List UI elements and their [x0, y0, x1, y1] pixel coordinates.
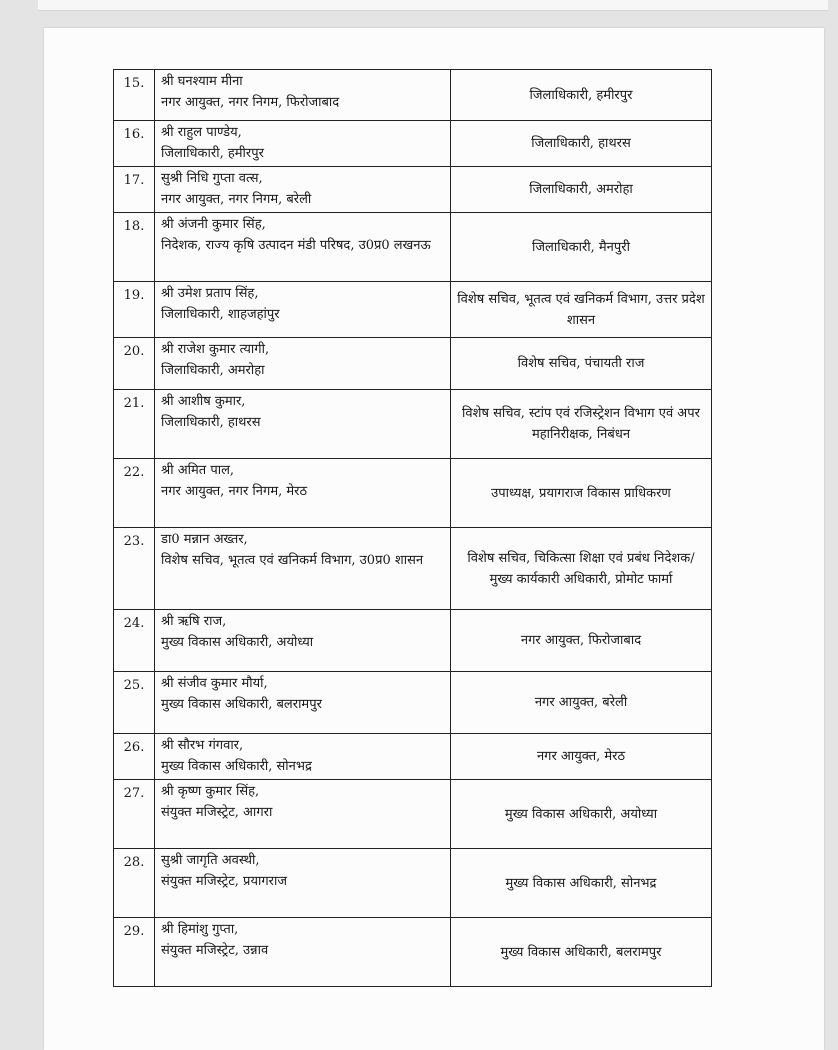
new-post: नगर आयुक्त, बरेली	[451, 672, 712, 734]
officer-name: सुश्री जागृति अवस्थी,	[161, 853, 260, 868]
officer-name: सुश्री निधि गुप्ता वत्स,	[161, 171, 263, 186]
new-post: जिलाधिकारी, अमरोहा	[451, 167, 712, 213]
officer-cell	[155, 734, 451, 780]
serial-number: 27.	[114, 780, 155, 849]
serial-number: 18.	[114, 213, 155, 282]
current-post: संयुक्त मजिस्ट्रेट, प्रयागराज	[161, 874, 288, 889]
serial-number: 22.	[114, 459, 155, 528]
current-post: नगर आयुक्त, नगर निगम, मेरठ	[161, 484, 308, 499]
table-row	[114, 780, 712, 849]
officer-name: श्री हिमांशु गुप्ता,	[161, 922, 239, 937]
current-post: संयुक्त मजिस्ट्रेट, उन्नाव	[161, 943, 269, 958]
new-post: जिलाधिकारी, हाथरस	[451, 121, 712, 167]
officer-name: श्री ऋषि राज,	[161, 614, 227, 629]
current-post: नगर आयुक्त, नगर निगम, बरेली	[161, 192, 312, 207]
current-post: जिलाधिकारी, अमरोहा	[161, 363, 265, 378]
serial-number: 15.	[114, 70, 155, 121]
serial-number: 25.	[114, 672, 155, 734]
officer-cell	[155, 167, 451, 213]
officer-cell	[155, 338, 451, 390]
serial-number: 16.	[114, 121, 155, 167]
new-post: उपाध्यक्ष, प्रयागराज विकास प्राधिकरण	[451, 459, 712, 528]
current-post: जिलाधिकारी, शाहजहांपुर	[161, 307, 280, 322]
officer-name: श्री संजीव कुमार मौर्या,	[161, 676, 268, 691]
table-row	[114, 459, 712, 528]
table-row	[114, 918, 712, 987]
current-post: जिलाधिकारी, हमीरपुर	[161, 146, 264, 161]
new-post: मुख्य विकास अधिकारी, सोनभद्र	[451, 849, 712, 918]
officer-cell	[155, 918, 451, 987]
table-row	[114, 672, 712, 734]
new-post: मुख्य विकास अधिकारी, बलरामपुर	[451, 918, 712, 987]
officer-name: श्री अंजनी कुमार सिंह,	[161, 217, 266, 232]
officer-name: श्री सौरभ गंगवार,	[161, 738, 244, 753]
transfer-table-body	[114, 70, 712, 987]
table-row	[114, 121, 712, 167]
table-row	[114, 734, 712, 780]
current-post: मुख्य विकास अधिकारी, सोनभद्र	[161, 759, 312, 774]
new-post: विशेष सचिव, चिकित्सा शिक्षा एवं प्रबंध निदेशक/मुख्य कार्यकारी अधिकारी, प्रोमोट फार्मा	[451, 528, 712, 610]
new-post: जिलाधिकारी, मैनपुरी	[451, 213, 712, 282]
document-page	[44, 28, 824, 1050]
serial-number: 21.	[114, 390, 155, 459]
officer-cell	[155, 610, 451, 672]
officer-cell	[155, 213, 451, 282]
officer-cell	[155, 780, 451, 849]
table-row	[114, 167, 712, 213]
table-row	[114, 849, 712, 918]
new-post: जिलाधिकारी, हमीरपुर	[451, 70, 712, 121]
serial-number: 24.	[114, 610, 155, 672]
officer-name: श्री घनश्याम मीना	[161, 74, 243, 89]
new-post: विशेष सचिव, भूतत्व एवं खनिकर्म विभाग, उत्तर प्रदेश शासन	[451, 282, 712, 338]
officer-name: डा0 मन्नान अख्तर,	[161, 532, 248, 547]
table-row	[114, 213, 712, 282]
officer-name: श्री कृष्ण कुमार सिंह,	[161, 784, 260, 799]
table-row	[114, 338, 712, 390]
officer-cell	[155, 459, 451, 528]
new-post: नगर आयुक्त, मेरठ	[451, 734, 712, 780]
current-post: विशेष सचिव, भूतत्व एवं खनिकर्म विभाग, उ0प्र0 शासन	[161, 553, 424, 568]
serial-number: 28.	[114, 849, 155, 918]
new-post: नगर आयुक्त, फिरोजाबाद	[451, 610, 712, 672]
table-row	[114, 282, 712, 338]
officer-name: श्री अमित पाल,	[161, 463, 235, 478]
current-post: संयुक्त मजिस्ट्रेट, आगरा	[161, 805, 273, 820]
officer-cell	[155, 849, 451, 918]
serial-number: 20.	[114, 338, 155, 390]
current-post: जिलाधिकारी, हाथरस	[161, 415, 261, 430]
officer-name: श्री उमेश प्रताप सिंह,	[161, 286, 259, 301]
officer-name: श्री राहुल पाण्डेय,	[161, 125, 242, 140]
officer-cell	[155, 121, 451, 167]
officer-cell	[155, 672, 451, 734]
table-row	[114, 528, 712, 610]
serial-number: 26.	[114, 734, 155, 780]
new-post: विशेष सचिव, स्टांप एवं रजिस्ट्रेशन विभाग एवं अपर महानिरीक्षक, निबंधन	[451, 390, 712, 459]
serial-number: 23.	[114, 528, 155, 610]
new-post: विशेष सचिव, पंचायती राज	[451, 338, 712, 390]
officer-cell	[155, 282, 451, 338]
previous-page-edge	[38, 0, 828, 11]
current-post: मुख्य विकास अधिकारी, बलरामपुर	[161, 697, 322, 712]
current-post: निदेशक, राज्य कृषि उत्पादन मंडी परिषद, उ0प्र0 लखनऊ	[161, 238, 431, 253]
table-row	[114, 70, 712, 121]
new-post: मुख्य विकास अधिकारी, अयोध्या	[451, 780, 712, 849]
current-post: नगर आयुक्त, नगर निगम, फिरोजाबाद	[161, 95, 340, 110]
transfer-table	[113, 69, 712, 987]
table-row	[114, 610, 712, 672]
officer-cell	[155, 70, 451, 121]
serial-number: 29.	[114, 918, 155, 987]
serial-number: 19.	[114, 282, 155, 338]
current-post: मुख्य विकास अधिकारी, अयोध्या	[161, 635, 314, 650]
serial-number: 17.	[114, 167, 155, 213]
officer-cell	[155, 390, 451, 459]
table-row	[114, 390, 712, 459]
officer-cell	[155, 528, 451, 610]
officer-name: श्री राजेश कुमार त्यागी,	[161, 342, 270, 357]
officer-name: श्री आशीष कुमार,	[161, 394, 246, 409]
